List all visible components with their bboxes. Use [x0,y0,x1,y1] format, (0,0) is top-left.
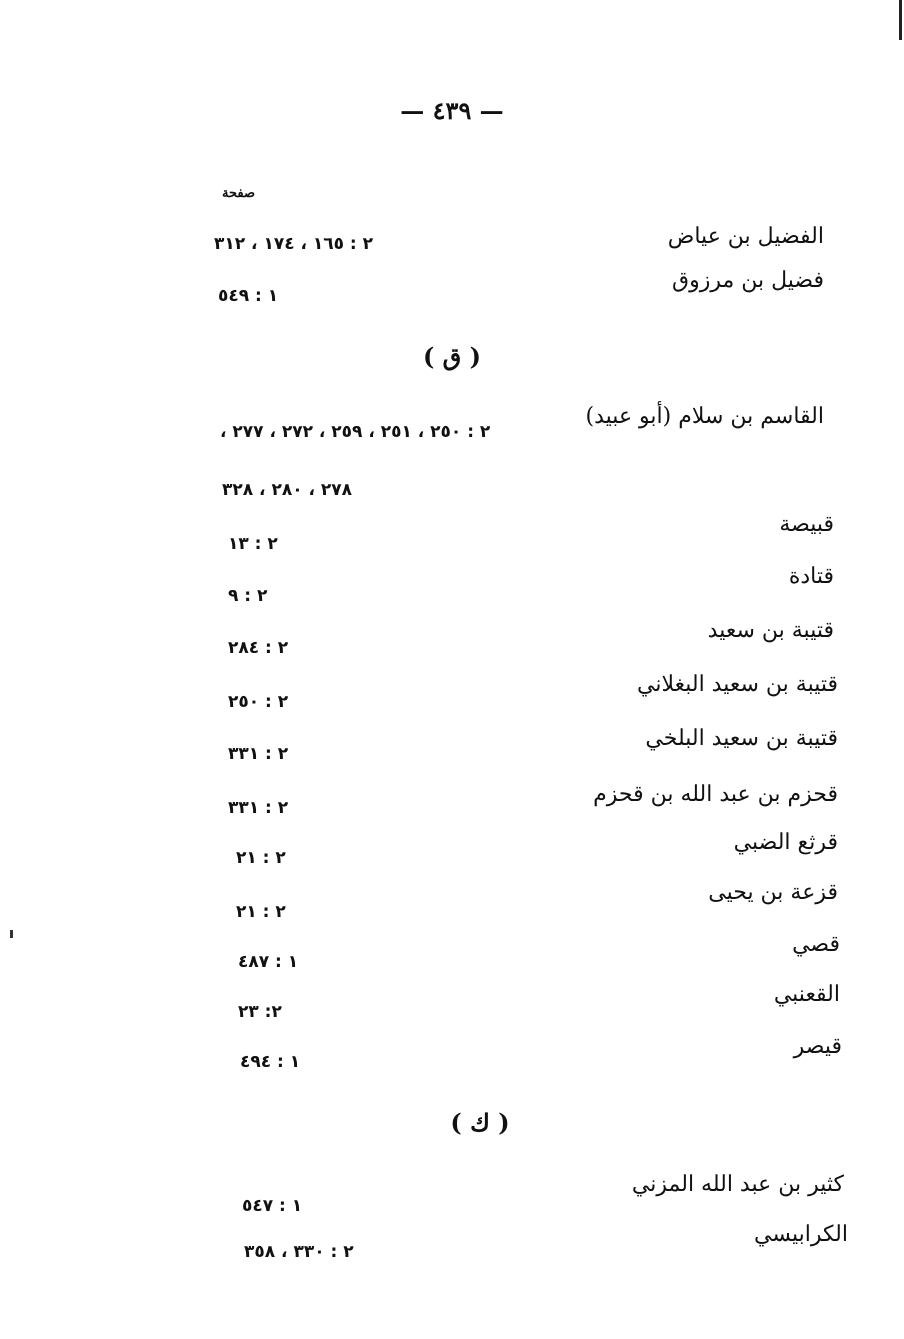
entry-name: قزعة بن يحيى [708,880,838,905]
entry-ref: ١ : ٥٤٧ [242,1196,303,1216]
entry-name: قبيصة [779,512,834,537]
entry-name: قتيبة بن سعيد البلخي [645,726,838,751]
scan-edge-mark [899,0,902,40]
entry-name: فضيل بن مرزوق [672,268,824,293]
entry-ref: ٢ : ٣٣١ [228,798,289,818]
entry-name: الكرابيسي [754,1222,848,1247]
entry-ref: ١ : ٤٩٤ [240,1052,301,1072]
section-heading-kaf: ( ك ) [450,1108,510,1137]
entry-name: القعنبي [773,982,840,1007]
entry-ref: ١ : ٥٤٩ [218,286,279,306]
entry-ref: ٢ : ٢١ [236,848,286,868]
page-column-header: صفحة [222,186,255,201]
entry-name: القاسم بن سلام (أبو عبيد) [585,404,824,429]
section-heading-qaf: ( ق ) [422,342,482,371]
entry-ref: ٢ : ٣٣٠ ، ٣٥٨ [244,1242,354,1262]
entry-name: قصي [792,932,840,957]
entry-name: قيصر [793,1034,842,1059]
entry-ref: ١ : ٤٨٧ [238,952,299,972]
entry-ref: ٢ : ٢٨٤ [228,638,289,658]
entry-ref: ٢ : ٩ [228,586,268,606]
entry-name: قتادة [788,564,834,589]
entry-ref-line-1: ٢ : ٢٥٠ ، ٢٥١ ، ٢٥٩ ، ٢٧٢ ، ٢٧٧ ، [220,422,491,442]
page-number: — ٤٣٩ — [400,96,504,125]
entry-ref: ٢ : ٣٣١ [228,744,289,764]
entry-name: قرثع الضبي [733,830,838,855]
entry-name: الفضيل بن عياض [667,224,824,249]
entry-ref: ٢ : ١٦٥ ، ١٧٤ ، ٣١٢ [214,234,374,254]
scan-speck [10,930,13,938]
entry-ref: ٢ : ١٣ [228,534,278,554]
entry-name: قتيبة بن سعيد [707,618,834,643]
entry-name: كثير بن عبد الله المزني [631,1172,844,1197]
entry-ref: ٢ : ٢١ [236,902,286,922]
entry-ref: ٢ : ٢٥٠ [228,692,289,712]
entry-name: قتيبة بن سعيد البغلاني [637,672,838,697]
entry-name: قحزم بن عبد الله بن قحزم [593,782,838,807]
entry-ref: ٢: ٢٣ [238,1002,282,1022]
entry-ref-line-2: ٢٧٨ ، ٢٨٠ ، ٣٢٨ [222,480,353,500]
